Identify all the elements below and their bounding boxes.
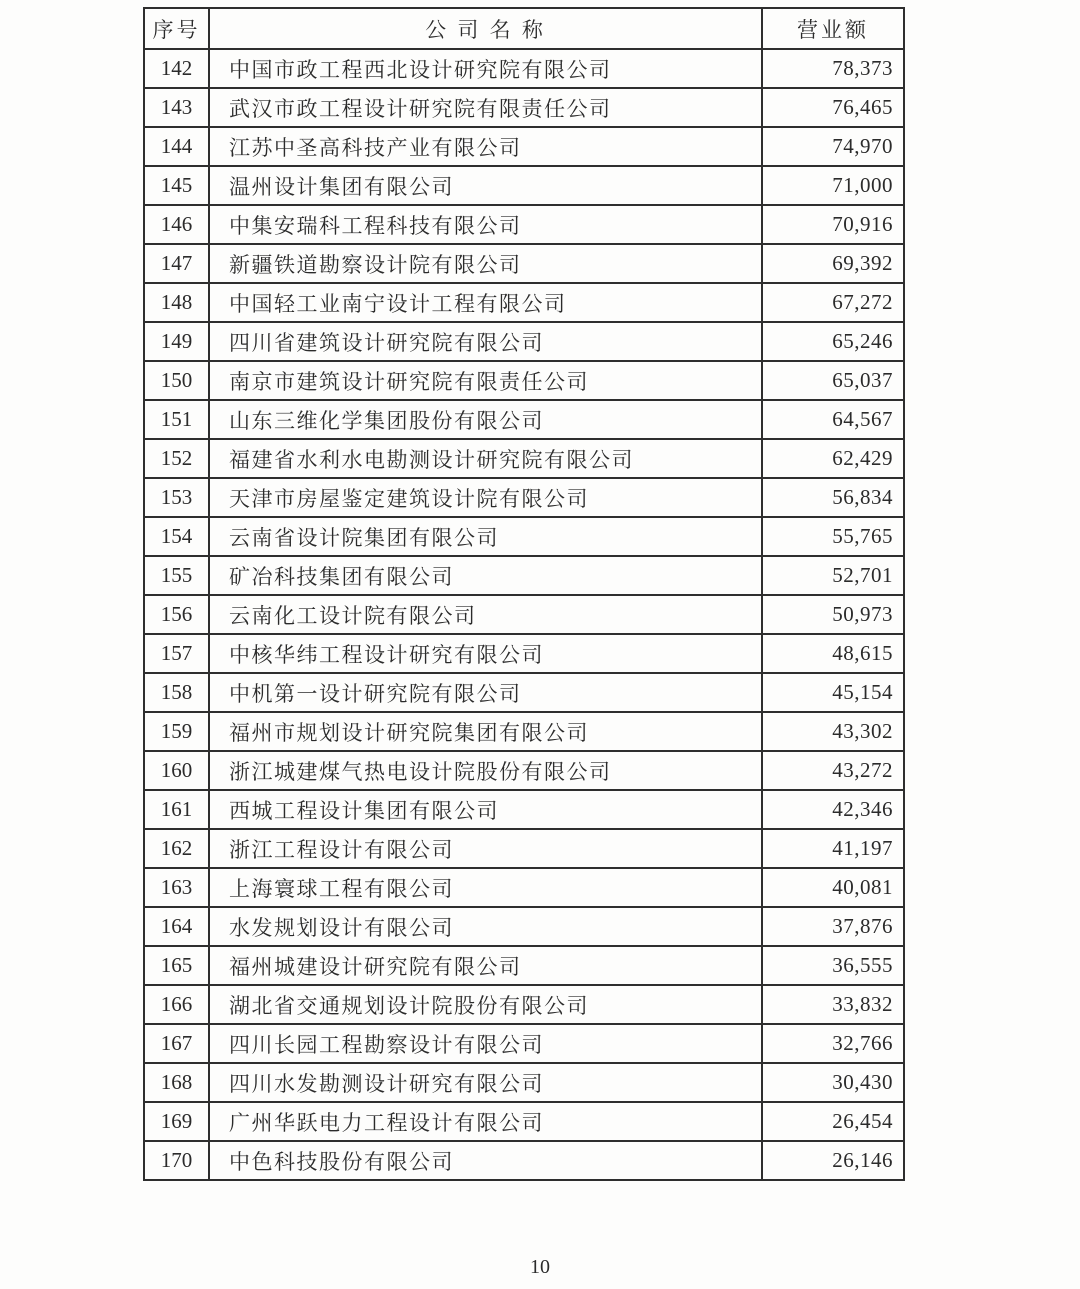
- rank-cell: 162: [144, 829, 209, 868]
- rank-cell: 161: [144, 790, 209, 829]
- company-cell: 湖北省交通规划设计院股份有限公司: [209, 985, 762, 1024]
- company-cell: 新疆铁道勘察设计院有限公司: [209, 244, 762, 283]
- rank-cell: 150: [144, 361, 209, 400]
- company-cell: 江苏中圣高科技产业有限公司: [209, 127, 762, 166]
- table-row: [144, 1024, 904, 1063]
- revenue-cell: 62,429: [762, 439, 904, 478]
- rank-cell: 159: [144, 712, 209, 751]
- table-row: [144, 1141, 904, 1180]
- revenue-cell: 76,465: [762, 88, 904, 127]
- page-number: 10: [530, 1256, 550, 1278]
- revenue-cell: 32,766: [762, 1024, 904, 1063]
- revenue-cell: 65,246: [762, 322, 904, 361]
- company-cell: 水发规划设计有限公司: [209, 907, 762, 946]
- table-row: [144, 283, 904, 322]
- rank-cell: 146: [144, 205, 209, 244]
- company-cell: 四川省建筑设计研究院有限公司: [209, 322, 762, 361]
- rank-cell: 147: [144, 244, 209, 283]
- header-rank: 序号: [144, 8, 209, 49]
- table-row: [144, 439, 904, 478]
- table-row: [144, 985, 904, 1024]
- revenue-cell: 52,701: [762, 556, 904, 595]
- rank-cell: 165: [144, 946, 209, 985]
- rank-cell: 142: [144, 49, 209, 88]
- table-row: [144, 829, 904, 868]
- table-row: [144, 595, 904, 634]
- table-row: [144, 946, 904, 985]
- table-row: [144, 1063, 904, 1102]
- revenue-cell: 36,555: [762, 946, 904, 985]
- table-row: [144, 634, 904, 673]
- company-cell: 福州市规划设计研究院集团有限公司: [209, 712, 762, 751]
- company-cell: 广州华跃电力工程设计有限公司: [209, 1102, 762, 1141]
- company-cell: 浙江工程设计有限公司: [209, 829, 762, 868]
- header-revenue: 营业额: [762, 8, 904, 49]
- rank-cell: 144: [144, 127, 209, 166]
- table-row: [144, 88, 904, 127]
- table-row: [144, 361, 904, 400]
- rank-cell: 157: [144, 634, 209, 673]
- revenue-cell: 26,454: [762, 1102, 904, 1141]
- company-cell: 中色科技股份有限公司: [209, 1141, 762, 1180]
- revenue-cell: 65,037: [762, 361, 904, 400]
- revenue-cell: 40,081: [762, 868, 904, 907]
- rank-cell: 148: [144, 283, 209, 322]
- rank-cell: 166: [144, 985, 209, 1024]
- table-row: [144, 205, 904, 244]
- revenue-cell: 45,154: [762, 673, 904, 712]
- table-row: [144, 673, 904, 712]
- revenue-cell: 55,765: [762, 517, 904, 556]
- table-body: [144, 49, 904, 1180]
- table-row: [144, 244, 904, 283]
- table-row: [144, 127, 904, 166]
- table-row: [144, 712, 904, 751]
- revenue-cell: 74,970: [762, 127, 904, 166]
- table-row: [144, 751, 904, 790]
- revenue-cell: 42,346: [762, 790, 904, 829]
- revenue-cell: 43,272: [762, 751, 904, 790]
- table-row: [144, 166, 904, 205]
- company-cell: 中国轻工业南宁设计工程有限公司: [209, 283, 762, 322]
- revenue-cell: 50,973: [762, 595, 904, 634]
- revenue-cell: 70,916: [762, 205, 904, 244]
- revenue-cell: 37,876: [762, 907, 904, 946]
- table-row: [144, 322, 904, 361]
- table-row: [144, 478, 904, 517]
- revenue-cell: 43,302: [762, 712, 904, 751]
- revenue-cell: 41,197: [762, 829, 904, 868]
- company-cell: 天津市房屋鉴定建筑设计院有限公司: [209, 478, 762, 517]
- table-row: [144, 868, 904, 907]
- table-row: [144, 1102, 904, 1141]
- revenue-cell: 33,832: [762, 985, 904, 1024]
- company-cell: 福州城建设计研究院有限公司: [209, 946, 762, 985]
- company-cell: 矿冶科技集团有限公司: [209, 556, 762, 595]
- header-row: [144, 8, 904, 49]
- rank-cell: 149: [144, 322, 209, 361]
- table-row: [144, 790, 904, 829]
- company-cell: 云南化工设计院有限公司: [209, 595, 762, 634]
- revenue-cell: 26,146: [762, 1141, 904, 1180]
- revenue-cell: 48,615: [762, 634, 904, 673]
- company-cell: 四川水发勘测设计研究有限公司: [209, 1063, 762, 1102]
- rank-cell: 152: [144, 439, 209, 478]
- table-row: [144, 907, 904, 946]
- rank-cell: 169: [144, 1102, 209, 1141]
- company-cell: 中国市政工程西北设计研究院有限公司: [209, 49, 762, 88]
- company-cell: 山东三维化学集团股份有限公司: [209, 400, 762, 439]
- revenue-cell: 64,567: [762, 400, 904, 439]
- company-cell: 南京市建筑设计研究院有限责任公司: [209, 361, 762, 400]
- rank-cell: 158: [144, 673, 209, 712]
- table-row: [144, 556, 904, 595]
- table-row: [144, 517, 904, 556]
- header-company: 公 司 名 称: [209, 8, 762, 49]
- company-cell: 云南省设计院集团有限公司: [209, 517, 762, 556]
- company-revenue-table: [143, 7, 905, 1181]
- rank-cell: 151: [144, 400, 209, 439]
- revenue-cell: 78,373: [762, 49, 904, 88]
- rank-cell: 153: [144, 478, 209, 517]
- company-cell: 中核华纬工程设计研究有限公司: [209, 634, 762, 673]
- rank-cell: 156: [144, 595, 209, 634]
- rank-cell: 167: [144, 1024, 209, 1063]
- company-cell: 福建省水利水电勘测设计研究院有限公司: [209, 439, 762, 478]
- rank-cell: 154: [144, 517, 209, 556]
- company-cell: 温州设计集团有限公司: [209, 166, 762, 205]
- rank-cell: 163: [144, 868, 209, 907]
- company-cell: 中机第一设计研究院有限公司: [209, 673, 762, 712]
- rank-cell: 164: [144, 907, 209, 946]
- company-cell: 中集安瑞科工程科技有限公司: [209, 205, 762, 244]
- company-cell: 上海寰球工程有限公司: [209, 868, 762, 907]
- rank-cell: 145: [144, 166, 209, 205]
- revenue-cell: 56,834: [762, 478, 904, 517]
- company-cell: 武汉市政工程设计研究院有限责任公司: [209, 88, 762, 127]
- company-cell: 西城工程设计集团有限公司: [209, 790, 762, 829]
- table-row: [144, 400, 904, 439]
- rank-cell: 168: [144, 1063, 209, 1102]
- revenue-cell: 69,392: [762, 244, 904, 283]
- company-cell: 四川长园工程勘察设计有限公司: [209, 1024, 762, 1063]
- rank-cell: 170: [144, 1141, 209, 1180]
- table-row: [144, 49, 904, 88]
- company-cell: 浙江城建煤气热电设计院股份有限公司: [209, 751, 762, 790]
- revenue-cell: 71,000: [762, 166, 904, 205]
- rank-cell: 143: [144, 88, 209, 127]
- revenue-cell: 30,430: [762, 1063, 904, 1102]
- revenue-cell: 67,272: [762, 283, 904, 322]
- rank-cell: 155: [144, 556, 209, 595]
- rank-cell: 160: [144, 751, 209, 790]
